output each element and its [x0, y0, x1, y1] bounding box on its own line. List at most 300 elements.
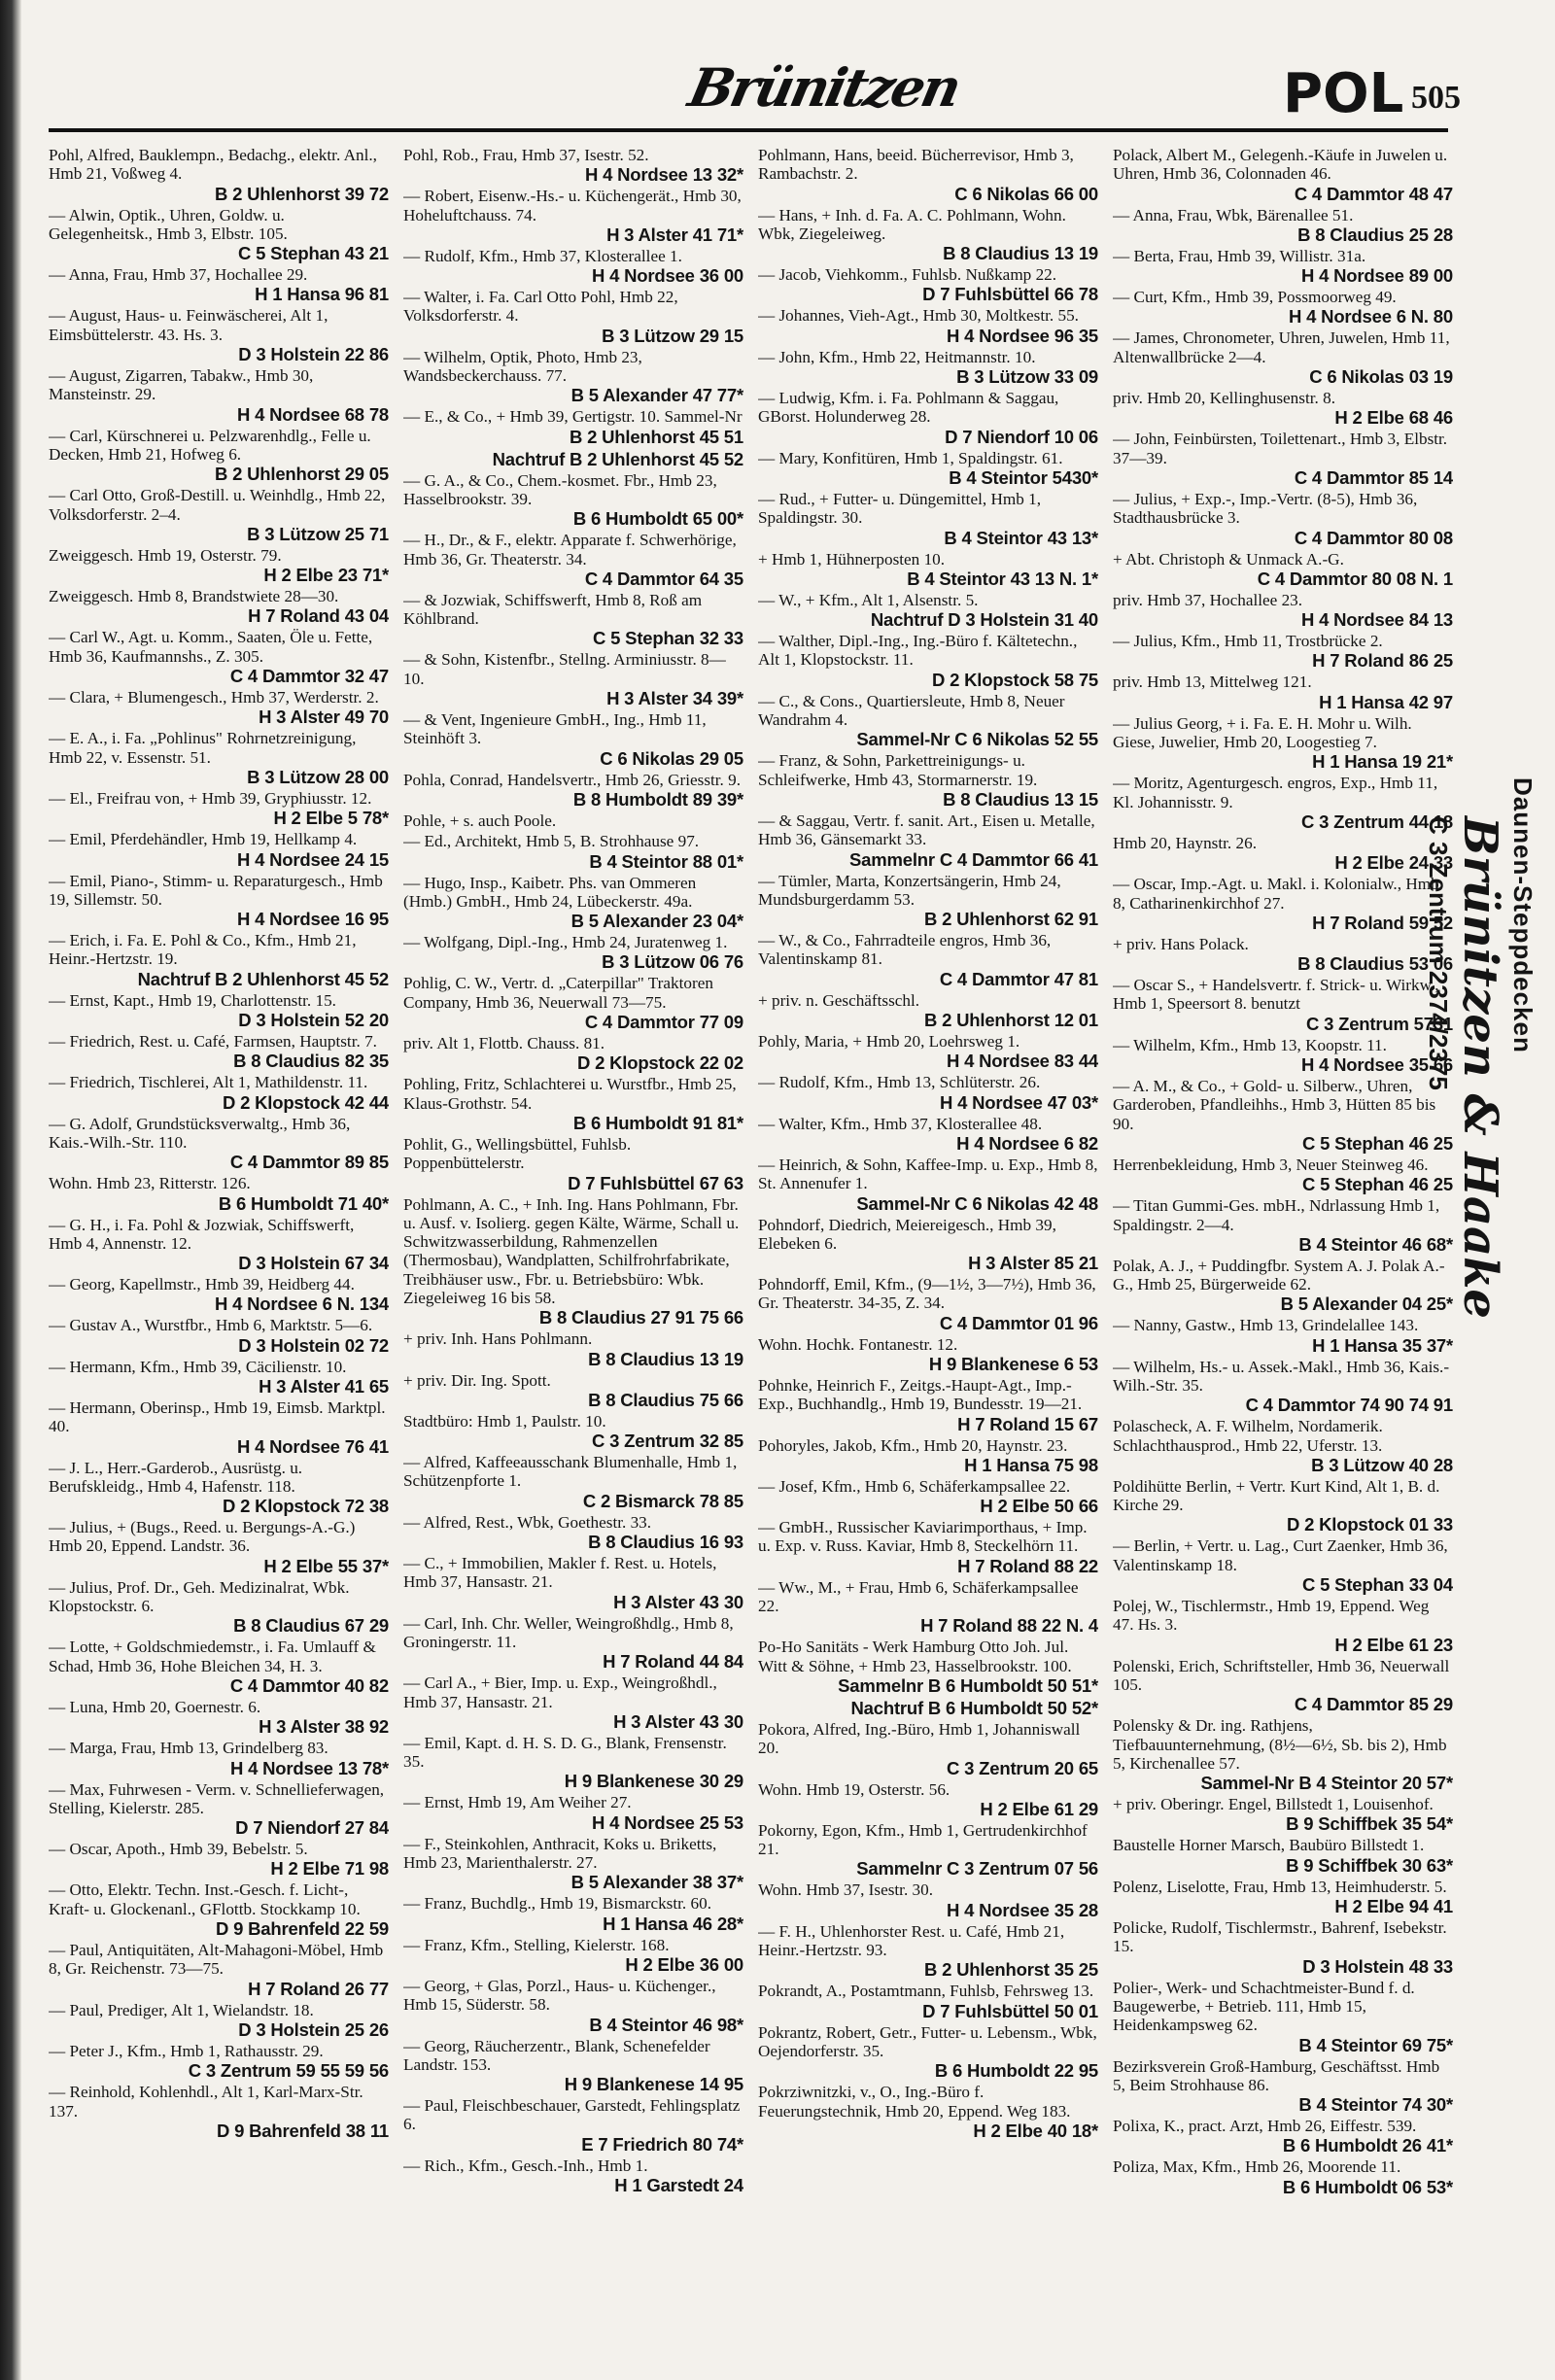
entry-text: — Ludwig, Kfm. i. Fa. Pohlmann & Saggau, GBorst. Holunderweg 28.: [758, 389, 1059, 427]
entry-text: — Rich., Kfm., Gesch.-Inh., Hmb 1.: [403, 2156, 648, 2175]
directory-entry: [49, 206, 389, 264]
directory-entry: [1113, 1417, 1453, 1475]
entry-phone: C 5 Stephan 46 25: [1302, 1174, 1453, 1195]
entry-phone: D 7 Niendorf 27 84: [235, 1817, 389, 1839]
entry-phone: D 3 Holstein 22 86: [238, 344, 389, 365]
directory-entry: [1113, 673, 1453, 711]
entry-phone: C 4 Dammtor 32 47: [229, 666, 389, 687]
directory-entry: [1113, 1918, 1453, 1977]
directory-entry: [49, 729, 389, 787]
entry-text: — Nanny, Gastw., Hmb 13, Grindelallee 143.: [1113, 1316, 1419, 1335]
entry-phone: H 1 Hansa 96 81: [255, 284, 389, 305]
directory-entry: [1113, 632, 1453, 671]
entry-text: Pohndorff, Emil, Kfm., (9—1½, 3—7½), Hmb 36, Gr. Theaterstr. 34-35, Z. 34.: [758, 1275, 1096, 1313]
directory-entry: [49, 486, 389, 544]
directory-entry: [758, 811, 1098, 870]
directory-entry: [758, 1518, 1098, 1576]
entry-text: + priv. n. Geschäftsschl.: [758, 990, 920, 1010]
entry-text: Wohn. Hochk. Fontanestr. 12.: [758, 1334, 958, 1354]
entry-text: Pohlig, C. W., Vertr. d. „Caterpillar" Traktoren Company, Hmb 36, Neuerwall 73—75.: [403, 974, 713, 1012]
entry-phone: B 8 Claudius 13 19: [943, 243, 1098, 264]
directory-entry: [1113, 490, 1453, 548]
entry-text: — Alfred, Kaffeeausschank Blumenhalle, Hmb 1, Schützenpforte 1.: [403, 1453, 738, 1491]
entry-phone: H 1 Hansa 75 98: [964, 1454, 1098, 1475]
entry-text: — Walter, Kfm., Hmb 37, Klosterallee 48.: [758, 1114, 1043, 1133]
entry-text: — Peter J., Kfm., Hmb 1, Rathausstr. 29.: [49, 2041, 324, 2060]
entry-phone: H 4 Nordsee 24 15: [237, 848, 389, 870]
page-number: 505: [1411, 80, 1461, 116]
directory-entry: [403, 591, 743, 649]
entry-phone: D 7 Fuhlsbüttel 67 63: [568, 1172, 743, 1193]
entry-text: + priv. Hans Polack.: [1113, 934, 1249, 953]
entry-phone: B 4 Steintor 46 98*: [589, 2014, 743, 2035]
directory-entry: [758, 1720, 1098, 1778]
entry-phone: B 6 Humboldt 06 53*: [1282, 2176, 1453, 2197]
entry-phone: D 3 Holstein 48 33: [1302, 1955, 1453, 1977]
entry-phone: H 2 Elbe 94 41: [1334, 1896, 1453, 1917]
entry-text: Pohlmann, A. C., + Inh. Ing. Hans Pohlmann, Fbr. u. Ausf. v. Isolierg. gegen Kälte, Wärme, Schall u. Schwitzwasserbildung, Rahmenzellen (Thermosbau), Wandplatten, Schilfrohrfabrikate, Treibhäuser usw., Fbr. u. Betriebsbüro: Wbk. Ziegeleiweg 16 bis 58.: [403, 1194, 740, 1307]
entry-text: — Julius, + Exp.-, Imp.-Vertr. (8-5), Hmb 36, Stadthausbrücke 3.: [1113, 489, 1418, 528]
directory-entry: [49, 1578, 389, 1637]
directory-entry: [403, 1195, 743, 1328]
directory-entry: [49, 427, 389, 485]
entry-phone: H 2 Elbe 71 98: [270, 1858, 389, 1880]
directory-entry: [49, 1174, 389, 1213]
entry-text: — F. H., Uhlenhorster Rest. u. Café, Hmb 21, Heinr.-Hertzstr. 93.: [758, 1921, 1065, 1960]
entry-text: Hmb 20, Haynstr. 26.: [1113, 833, 1257, 852]
entry-text: — A. M., & Co., + Gold- u. Silberw., Uhren, Garderoben, Pfandleihhs., Hmb 3, Hütten 85 bis 90.: [1113, 1077, 1436, 1133]
directory-entry: [49, 546, 389, 585]
entry-text: — G. H., i. Fa. Pohl & Jozwiak, Schiffswerft, Hmb 4, Annenstr. 12.: [49, 1215, 355, 1253]
directory-entry: [403, 1135, 743, 1193]
entry-text: — Paul, Prediger, Alt 1, Wielandstr. 18.: [49, 2000, 314, 2019]
ad-line-2: Brünitzen & Haake: [1453, 816, 1507, 1319]
entry-text: — Franz, & Sohn, Parkettreinigungs- u. Schleifwerke, Hmb 43, Stormarnerstr. 19.: [758, 751, 1038, 789]
ad-line-1: Daunen-Steppdecken: [1508, 777, 1538, 1053]
entry-text: Wohn. Hmb 23, Ritterstr. 126.: [49, 1174, 251, 1193]
directory-entry: [403, 1977, 743, 2035]
entry-text: Polensky & Dr. ing. Rathjens, Tiefbauunternehmung, (8½—6½, Sb. bis 2), Hmb 5, Kirchenallee 57.: [1113, 1716, 1447, 1773]
directory-entry: [49, 265, 389, 304]
entry-text: Wohn. Hmb 19, Osterstr. 56.: [758, 1779, 950, 1799]
directory-entry: [49, 1739, 389, 1777]
directory-entry: [1113, 206, 1453, 245]
entry-phone: B 4 Steintor 46 68*: [1298, 1233, 1453, 1255]
entry-phone: C 6 Nikolas 66 00: [954, 183, 1098, 204]
directory-entry: [758, 1335, 1098, 1374]
entry-phone: B 4 Steintor 69 75*: [1298, 2034, 1453, 2055]
directory-entry: [403, 832, 743, 871]
directory-entry: [49, 872, 389, 930]
directory-entry: [403, 1329, 743, 1368]
directory-entry: [403, 1936, 743, 1975]
entry-text: — F., Steinkohlen, Anthracit, Koks u. Briketts, Hmb 23, Marienthalerstr. 27.: [403, 1834, 717, 1873]
entry-phone: B 3 Lützow 29 15: [602, 325, 743, 346]
directory-entry: [1113, 935, 1453, 974]
directory-entry: [758, 931, 1098, 989]
entry-phone: B 3 Lützow 25 71: [247, 523, 389, 544]
directory-entry: [1113, 976, 1453, 1034]
directory-entry: [49, 789, 389, 828]
entry-text: — J. L., Herr.-Garderob., Ausrüstg. u. Berufskleidg., Hmb 4, Hafenstr. 118.: [49, 1458, 303, 1496]
entry-text: — & Saggau, Vertr. f. sanit. Art., Eisen u. Metalle, Hmb 36, Gänsemarkt 33.: [758, 811, 1095, 849]
directory-entry: [1113, 1156, 1453, 1194]
directory-entry: [403, 348, 743, 406]
entry-text: — Tümler, Marta, Konzertsängerin, Hmb 24, Mundsburgerdamm 53.: [758, 871, 1061, 909]
entry-text: — W., + Kfm., Alt 1, Alsenstr. 5.: [758, 590, 979, 609]
entry-phone: B 2 Uhlenhorst 45 51: [569, 426, 743, 447]
directory-entry: [758, 1156, 1098, 1214]
entry-phone: C 5 Stephan 43 21: [238, 243, 389, 264]
directory-entry: [403, 933, 743, 972]
directory-entry: [403, 1673, 743, 1732]
entry-phone: D 7 Fuhlsbüttel 66 78: [922, 284, 1098, 305]
directory-entry: [1113, 1795, 1453, 1834]
entry-phone: H 7 Roland 88 22 N. 4: [920, 1615, 1098, 1637]
entry-phone: B 2 Uhlenhorst 12 01: [923, 1010, 1098, 1031]
entry-phone: C 4 Dammtor 47 81: [939, 968, 1098, 989]
entry-text: — Titan Gummi-Ges. mbH., Ndrlassung Hmb 1, Spaldingstr. 2—4.: [1113, 1196, 1440, 1234]
entry-phone: Nachtruf B 2 Uhlenhorst 45 52: [137, 968, 389, 989]
entry-text: Pokora, Alfred, Ing.-Büro, Hmb 1, Johanniswall 20.: [758, 1719, 1081, 1758]
entry-phone: D 7 Niendorf 10 06: [945, 426, 1098, 447]
entry-phone: B 5 Alexander 23 04*: [570, 911, 743, 932]
directory-entry: [1113, 430, 1453, 488]
entry-phone: H 3 Alster 34 39*: [606, 688, 743, 709]
entry-phone: B 6 Humboldt 26 41*: [1282, 2135, 1453, 2156]
section-key: POL: [1283, 62, 1404, 125]
directory-entry: [758, 1821, 1098, 1880]
entry-text: — Emil, Kapt. d. H. S. D. G., Blank, Frensenstr. 35.: [403, 1733, 727, 1772]
entry-text: priv. Hmb 13, Mittelweg 121.: [1113, 673, 1312, 692]
entry-phone: B 2 Uhlenhorst 62 91: [923, 909, 1098, 930]
directory-entry: [1113, 714, 1453, 773]
entry-text: + priv. Oberingr. Engel, Billstedt 1, Louisenhof.: [1113, 1795, 1434, 1814]
directory-entry: [1113, 1077, 1453, 1154]
directory-entry: [403, 974, 743, 1032]
entry-text: Polak, A. J., + Puddingfbr. System A. J. Polak A.-G., Hmb 25, Bürgerweide 62.: [1113, 1256, 1445, 1294]
entry-text: — G. A., & Co., Chem.-kosmet. Fbr., Hmb 23, Hasselbrookstr. 39.: [403, 470, 717, 508]
directory-entry: [403, 1453, 743, 1511]
entry-text: — Rudolf, Kfm., Hmb 13, Schlüterstr. 26.: [758, 1073, 1041, 1092]
directory-entry: [758, 146, 1098, 204]
entry-text: — Gustav A., Wurstfbr., Hmb 6, Marktstr. 5—6.: [49, 1316, 373, 1335]
entry-phone: H 4 Nordsee 68 78: [237, 403, 389, 425]
entry-text: — Carl, Inh. Chr. Weller, Weingroßhdlg., Hmb 8, Groningerstr. 11.: [403, 1613, 734, 1651]
directory-entry: [1113, 1358, 1453, 1416]
entry-text: — Lotte, + Goldschmiedemstr., i. Fa. Umlauff & Schad, Hmb 36, Hohe Bleichen 34, H. 3.: [49, 1638, 376, 1675]
entry-phone: B 6 Humboldt 91 81*: [572, 1112, 743, 1133]
entry-text: — Heinrich, & Sohn, Kaffee-Imp. u. Exp., Hmb 8, St. Annenufer 1.: [758, 1155, 1098, 1193]
entry-phone: B 8 Claudius 13 15: [943, 788, 1098, 810]
directory-entry: [758, 2083, 1098, 2141]
directory-entry: [758, 1115, 1098, 1154]
entry-phone: B 4 Steintor 88 01*: [589, 850, 743, 872]
entry-phone: H 7 Roland 86 25: [1312, 650, 1453, 672]
directory-entry: [758, 550, 1098, 589]
directory-entry: [1113, 247, 1453, 286]
entry-phone: B 8 Claudius 27 91 75 66: [538, 1307, 743, 1328]
directory-entry: [758, 1922, 1098, 1981]
entry-phone: Nachtruf B 2 Uhlenhorst 45 52: [492, 448, 743, 469]
directory-entry: [403, 1554, 743, 1612]
entry-phone: B 4 Steintor 5430*: [949, 466, 1098, 488]
entry-text: — James, Chronometer, Uhren, Juwelen, Hmb 11, Altenwallbrücke 2—4.: [1113, 328, 1450, 366]
entry-text: — Josef, Kfm., Hmb 6, Schäferkampsallee 22.: [758, 1476, 1071, 1496]
entry-text: — Robert, Eisenw.-Hs.- u. Küchengerät., Hmb 30, Hoheluftchauss. 74.: [403, 187, 742, 224]
entry-phone: D 9 Bahrenfeld 38 11: [217, 2120, 389, 2141]
entry-text: Baustelle Horner Marsch, Baubüro Billstedt 1.: [1113, 1836, 1425, 1855]
entry-phone: B 9 Schiffbek 35 54*: [1286, 1813, 1453, 1835]
entry-text: — E., & Co., + Hmb 39, Gertigstr. 10. Sammel-Nr: [403, 407, 743, 427]
directory-entry: [403, 247, 743, 286]
directory-entry: [1113, 591, 1453, 630]
directory-entry: [49, 830, 389, 869]
entry-text: — Otto, Elektr. Techn. Inst.-Gesch. f. Licht-, Kraft- u. Glockenanl., GFlottb. Stockkamp 10.: [49, 1880, 361, 1918]
entry-phone: B 8 Claudius 16 93: [588, 1532, 743, 1553]
directory-entry: [758, 1376, 1098, 1434]
directory-entry: [1113, 1878, 1453, 1916]
directory-entry: [758, 2023, 1098, 2082]
entry-phone: D 2 Klopstock 01 33: [1287, 1514, 1453, 1535]
directory-entry: [49, 931, 389, 989]
entry-phone: Nachtruf D 3 Holstein 31 40: [870, 609, 1098, 631]
directory-entry: [49, 1780, 389, 1839]
entry-text: — G. Adolf, Grundstücksverwaltg., Hmb 36, Kais.-Wilh.-Str. 110.: [49, 1114, 351, 1152]
entry-text: — Julius Georg, + i. Fa. E. H. Mohr u. Wilh. Giese, Juwelier, Hmb 20, Loogestieg 7.: [1113, 713, 1412, 752]
entry-phone: H 4 Nordsee 13 32*: [585, 164, 743, 186]
directory-entry: [403, 710, 743, 769]
entry-text: — Max, Fuhrwesen - Verm. v. Schnellieferwagen, Stelling, Kielerstr. 285.: [49, 1779, 385, 1817]
entry-phone: B 3 Lützow 40 28: [1311, 1454, 1453, 1475]
entry-text: — Alfred, Rest., Wbk, Goethestr. 33.: [403, 1512, 652, 1532]
entry-text: — Mary, Konfitüren, Hmb 1, Spaldingstr. 61.: [758, 448, 1063, 467]
entry-phone: B 4 Steintor 74 30*: [1298, 2094, 1453, 2116]
entry-phone: C 6 Nikolas 03 19: [1309, 366, 1453, 388]
entry-phone: Nachtruf B 6 Humboldt 50 52*: [850, 1697, 1098, 1718]
entry-phone: C 4 Dammtor 01 96: [939, 1312, 1098, 1333]
directory-entry: [403, 187, 743, 245]
directory-entry: [49, 991, 389, 1030]
directory-entry: [758, 1880, 1098, 1919]
entry-phone: H 4 Nordsee 6 N. 80: [1289, 306, 1453, 328]
entry-phone: C 4 Dammtor 77 09: [584, 1012, 743, 1033]
directory-entry: [49, 587, 389, 626]
entry-phone: H 2 Elbe 55 37*: [263, 1555, 389, 1576]
entry-text: — Emil, Pferdehändler, Hmb 19, Hellkamp 4.: [49, 830, 358, 849]
directory-entry: [49, 1518, 389, 1576]
entry-text: Polier-, Werk- und Schachtmeister-Bund f. d. Baugewerbe, + Betrieb. 111, Hmb 15, Heidenkampsweg 62.: [1113, 1978, 1415, 2035]
directory-entry: [49, 1316, 389, 1355]
directory-entry: [403, 1412, 743, 1451]
entry-phone: B 4 Steintor 43 13*: [944, 527, 1098, 548]
directory-entry: [1113, 328, 1453, 387]
entry-phone: H 2 Elbe 50 66: [980, 1496, 1098, 1517]
entry-phone: C 5 Stephan 46 25: [1302, 1132, 1453, 1154]
entry-phone: C 4 Dammtor 80 08: [1294, 527, 1453, 548]
entry-text: Polenski, Erich, Schriftsteller, Hmb 36, Neuerwall 105.: [1113, 1656, 1450, 1694]
entry-text: Bezirksverein Groß-Hamburg, Geschäftsst. Hmb 5, Beim Strohhause 86.: [1113, 2056, 1440, 2094]
entry-phone: C 3 Zentrum 5731: [1305, 1013, 1453, 1034]
directory-entry: [1113, 2057, 1453, 2116]
entry-phone: D 9 Bahrenfeld 22 59: [216, 1918, 389, 1940]
entry-phone: H 1 Hansa 35 37*: [1312, 1334, 1453, 1356]
entry-text: — Jacob, Viehkomm., Fuhlsb. Nußkamp 22.: [758, 265, 1057, 285]
entry-phone: B 3 Lützow 06 76: [602, 951, 743, 973]
entry-text: — Luna, Hmb 20, Goernestr. 6.: [49, 1697, 261, 1716]
entry-phone: H 3 Alster 41 71*: [606, 224, 743, 245]
entry-text: — Wolfgang, Dipl.-Ing., Hmb 24, Juratenweg 1.: [403, 933, 728, 952]
directory-entry: [403, 2156, 743, 2195]
entry-text: Pohle, + s. auch Poole.: [403, 811, 557, 830]
entry-text: — Wilhelm, Kfm., Hmb 13, Koopstr. 11.: [1113, 1035, 1387, 1054]
directory-entry: [403, 1614, 743, 1673]
entry-text: Pokrandt, A., Postamtmann, Fuhlsb, Fehrsweg 13.: [758, 1982, 1094, 2001]
entry-phone: H 4 Nordsee 25 53: [592, 1811, 743, 1833]
entry-phone: H 7 Roland 15 67: [957, 1413, 1098, 1434]
entry-phone: H 7 Roland 43 04: [248, 605, 389, 627]
directory-entry: [758, 591, 1098, 630]
directory-entry: [403, 471, 743, 530]
entry-phone: H 4 Nordsee 76 41: [237, 1435, 389, 1457]
entry-phone: H 4 Nordsee 47 03*: [940, 1091, 1098, 1113]
directory-entry: [403, 531, 743, 589]
directory-entry: [758, 1780, 1098, 1819]
entry-phone: C 6 Nikolas 29 05: [600, 747, 743, 769]
directory-entry: [758, 1698, 1098, 1718]
directory-entry: [758, 449, 1098, 488]
entry-text: — El., Freifrau von, + Hmb 39, Gryphiusstr. 12.: [49, 788, 372, 808]
entry-phone: Sammelnr B 6 Humboldt 50 51*: [838, 1674, 1098, 1696]
entry-phone: D 2 Klopstock 42 44: [223, 1091, 389, 1113]
entry-phone: C 3 Zentrum 20 65: [947, 1757, 1098, 1778]
entry-phone: H 1 Hansa 19 21*: [1312, 751, 1453, 773]
entry-text: — Georg, Kapellmstr., Hmb 39, Heidberg 44.: [49, 1275, 355, 1294]
entry-text: — C., + Immobilien, Makler f. Rest. u. Hotels, Hmb 37, Hansastr. 21.: [403, 1554, 717, 1592]
entry-phone: D 3 Holstein 02 72: [238, 1334, 389, 1356]
entry-text: Pohndorf, Diedrich, Meiereigesch., Hmb 39, Elebeken 6.: [758, 1215, 1056, 1253]
entry-text: + Abt. Christoph & Unmack A.-G.: [1113, 549, 1344, 569]
directory-entry: [758, 1436, 1098, 1475]
entry-text: — Hermann, Kfm., Hmb 39, Cäcilienstr. 10.: [49, 1357, 347, 1376]
entry-text: + priv. Inh. Hans Pohlmann.: [403, 1329, 593, 1349]
entry-text: — Rudolf, Kfm., Hmb 37, Klosterallee 1.: [403, 246, 682, 265]
entry-text: — Moritz, Agenturgesch. engros, Exp., Hmb 11, Kl. Johannisstr. 9.: [1113, 774, 1438, 811]
entry-text: — Berta, Frau, Hmb 39, Willistr. 31a.: [1113, 246, 1366, 265]
entry-phone: H 2 Elbe 61 29: [980, 1798, 1098, 1819]
directory-entry: [758, 306, 1098, 345]
entry-phone: B 8 Claudius 53 06: [1297, 953, 1453, 975]
entry-text: Polixa, K., pract. Arzt, Hmb 26, Eiffestr. 539.: [1113, 2117, 1417, 2136]
entry-phone: Sammel-Nr C 6 Nikolas 42 48: [856, 1192, 1098, 1214]
directory-entry: [758, 632, 1098, 690]
directory-entry: [1113, 146, 1453, 204]
directory-entry: [49, 306, 389, 364]
entry-phone: D 2 Klopstock 72 38: [223, 1496, 389, 1517]
entry-phone: H 4 Nordsee 83 44: [947, 1051, 1098, 1072]
directory-entry: [758, 1275, 1098, 1333]
entry-phone: H 4 Nordsee 96 35: [947, 325, 1098, 346]
entry-text: — Marga, Frau, Hmb 13, Grindelberg 83.: [49, 1739, 328, 1758]
entry-text: — Carl W., Agt. u. Komm., Saaten, Öle u. Fette, Hmb 36, Kaufmannshs., Z. 305.: [49, 628, 373, 666]
entry-text: — Hermann, Oberinsp., Hmb 19, Eimsb. Marktpl. 40.: [49, 1397, 386, 1436]
directory-entry: [403, 771, 743, 810]
entry-text: — Julius, Kfm., Hmb 11, Trostbrücke 2.: [1113, 632, 1383, 651]
entry-phone: D 7 Fuhlsbüttel 50 01: [922, 2000, 1098, 2021]
directory-column-3: [758, 146, 1098, 2352]
entry-text: — Johannes, Vieh-Agt., Hmb 30, Moltkestr. 55.: [758, 306, 1079, 326]
entry-phone: C 4 Dammtor 40 82: [229, 1674, 389, 1696]
entry-text: Polack, Albert M., Gelegenh.-Käufe in Juwelen u. Uhren, Hmb 36, Colonnaden 46.: [1113, 146, 1448, 184]
entry-phone: C 3 Zentrum 44 18: [1301, 811, 1453, 832]
directory-entry: [49, 1216, 389, 1274]
directory-entry: [758, 1073, 1098, 1112]
entry-text: — GmbH., Russischer Kaviarimporthaus, + Imp. u. Exp. v. Russ. Kaviar, Hmb 8, Steckelhörn 11.: [758, 1518, 1088, 1556]
entry-phone: H 4 Nordsee 6 N. 134: [214, 1293, 389, 1315]
entry-text: Pohnke, Heinrich F., Zeitgs.-Haupt-Agt., Imp.-Exp., Buchhandlg., Hmb 19, Bundesstr. 19—21.: [758, 1375, 1083, 1414]
directory-entry: [1113, 774, 1453, 832]
entry-phone: H 1 Hansa 42 97: [1319, 691, 1453, 712]
directory-entry: [49, 1115, 389, 1173]
entry-text: — Walter, i. Fa. Carl Otto Pohl, Hmb 22, Volksdorferstr. 4.: [403, 288, 678, 326]
entry-phone: H 4 Nordsee 35 28: [947, 1899, 1098, 1920]
entry-text: — Ww., M., + Frau, Hmb 6, Schäferkampsallee 22.: [758, 1577, 1079, 1616]
entry-phone: B 4 Steintor 43 13 N. 1*: [907, 568, 1098, 589]
entry-text: — Carl Otto, Groß-Destill. u. Weinhdlg., Hmb 22, Volksdorferstr. 2–4.: [49, 486, 386, 524]
entry-text: — Friedrich, Tischlerei, Alt 1, Mathildenstr. 11.: [49, 1073, 368, 1092]
entry-phone: H 4 Nordsee 84 13: [1301, 609, 1453, 631]
directory-entry: [403, 449, 743, 469]
entry-text: — Julius, + (Bugs., Reed. u. Bergungs-A.-G.) Hmb 20, Eppend. Landstr. 36.: [49, 1518, 356, 1556]
directory-entry: [403, 146, 743, 185]
entry-phone: H 2 Elbe 36 00: [625, 1953, 743, 1975]
entry-text: Polascheck, A. F. Wilhelm, Nordamerik. Schlachthausprod., Hmb 22, Uferstr. 13.: [1113, 1417, 1383, 1455]
directory-entry: [403, 1075, 743, 1133]
entry-phone: Sammelnr C 4 Dammtor 66 41: [849, 848, 1098, 870]
entry-text: Herrenbekleidung, Hmb 3, Neuer Steinweg 46.: [1113, 1155, 1429, 1174]
entry-phone: H 7 Roland 88 22: [957, 1555, 1098, 1576]
entry-text: — H., Dr., & F., elektr. Apparate f. Schwerhörige, Hmb 36, Gr. Theaterstr. 34.: [403, 531, 737, 569]
entry-text: Polenz, Liselotte, Frau, Hmb 13, Heimhuderstr. 5.: [1113, 1877, 1447, 1896]
directory-entry: [1113, 1477, 1453, 1535]
entry-phone: Sammel-Nr B 4 Steintor 20 57*: [1200, 1773, 1453, 1794]
directory-entry: [49, 2001, 389, 2040]
entry-text: — Hugo, Insp., Kaibetr. Phs. van Ommeren (Hmb.) GmbH., Hmb 24, Lübeckerstr. 49a.: [403, 873, 697, 911]
entry-text: — Anna, Frau, Hmb 37, Hochallee 29.: [49, 265, 308, 285]
directory-entry: [49, 1358, 389, 1397]
directory-entry: [403, 811, 743, 830]
entry-phone: B 8 Claudius 82 35: [233, 1051, 389, 1072]
entry-phone: H 2 Elbe 61 23: [1334, 1634, 1453, 1655]
directory-entry: [1113, 1257, 1453, 1315]
entry-phone: B 9 Schiffbek 30 63*: [1286, 1854, 1453, 1876]
entry-phone: Sammelnr C 3 Zentrum 07 56: [856, 1858, 1098, 1880]
entry-phone: C 3 Zentrum 59 55 59 56: [188, 2060, 389, 2082]
entry-phone: H 3 Alster 41 65: [259, 1375, 389, 1397]
entry-text: Pohl, Rob., Frau, Hmb 37, Isestr. 52.: [403, 146, 649, 164]
entry-phone: B 3 Lützow 33 09: [956, 366, 1098, 388]
entry-text: — Oscar, Imp.-Agt. u. Makl. i. Kolonialw., Hmb 8, Catharinenkirchhof 27.: [1113, 875, 1439, 913]
directory-entry: [758, 991, 1098, 1030]
directory-entry: [758, 1982, 1098, 2020]
entry-phone: C 3 Zentrum 32 85: [592, 1431, 743, 1452]
entry-text: — August, Zigarren, Tabakw., Hmb 30, Mansteinstr. 29.: [49, 366, 314, 404]
entry-phone: D 3 Holstein 52 20: [238, 1010, 389, 1031]
directory-entry: [1113, 1196, 1453, 1255]
entry-text: Stadtbüro: Hmb 1, Paulstr. 10.: [403, 1411, 606, 1431]
vertical-advertisement: [1424, 777, 1538, 1944]
directory-entry: [1113, 550, 1453, 589]
